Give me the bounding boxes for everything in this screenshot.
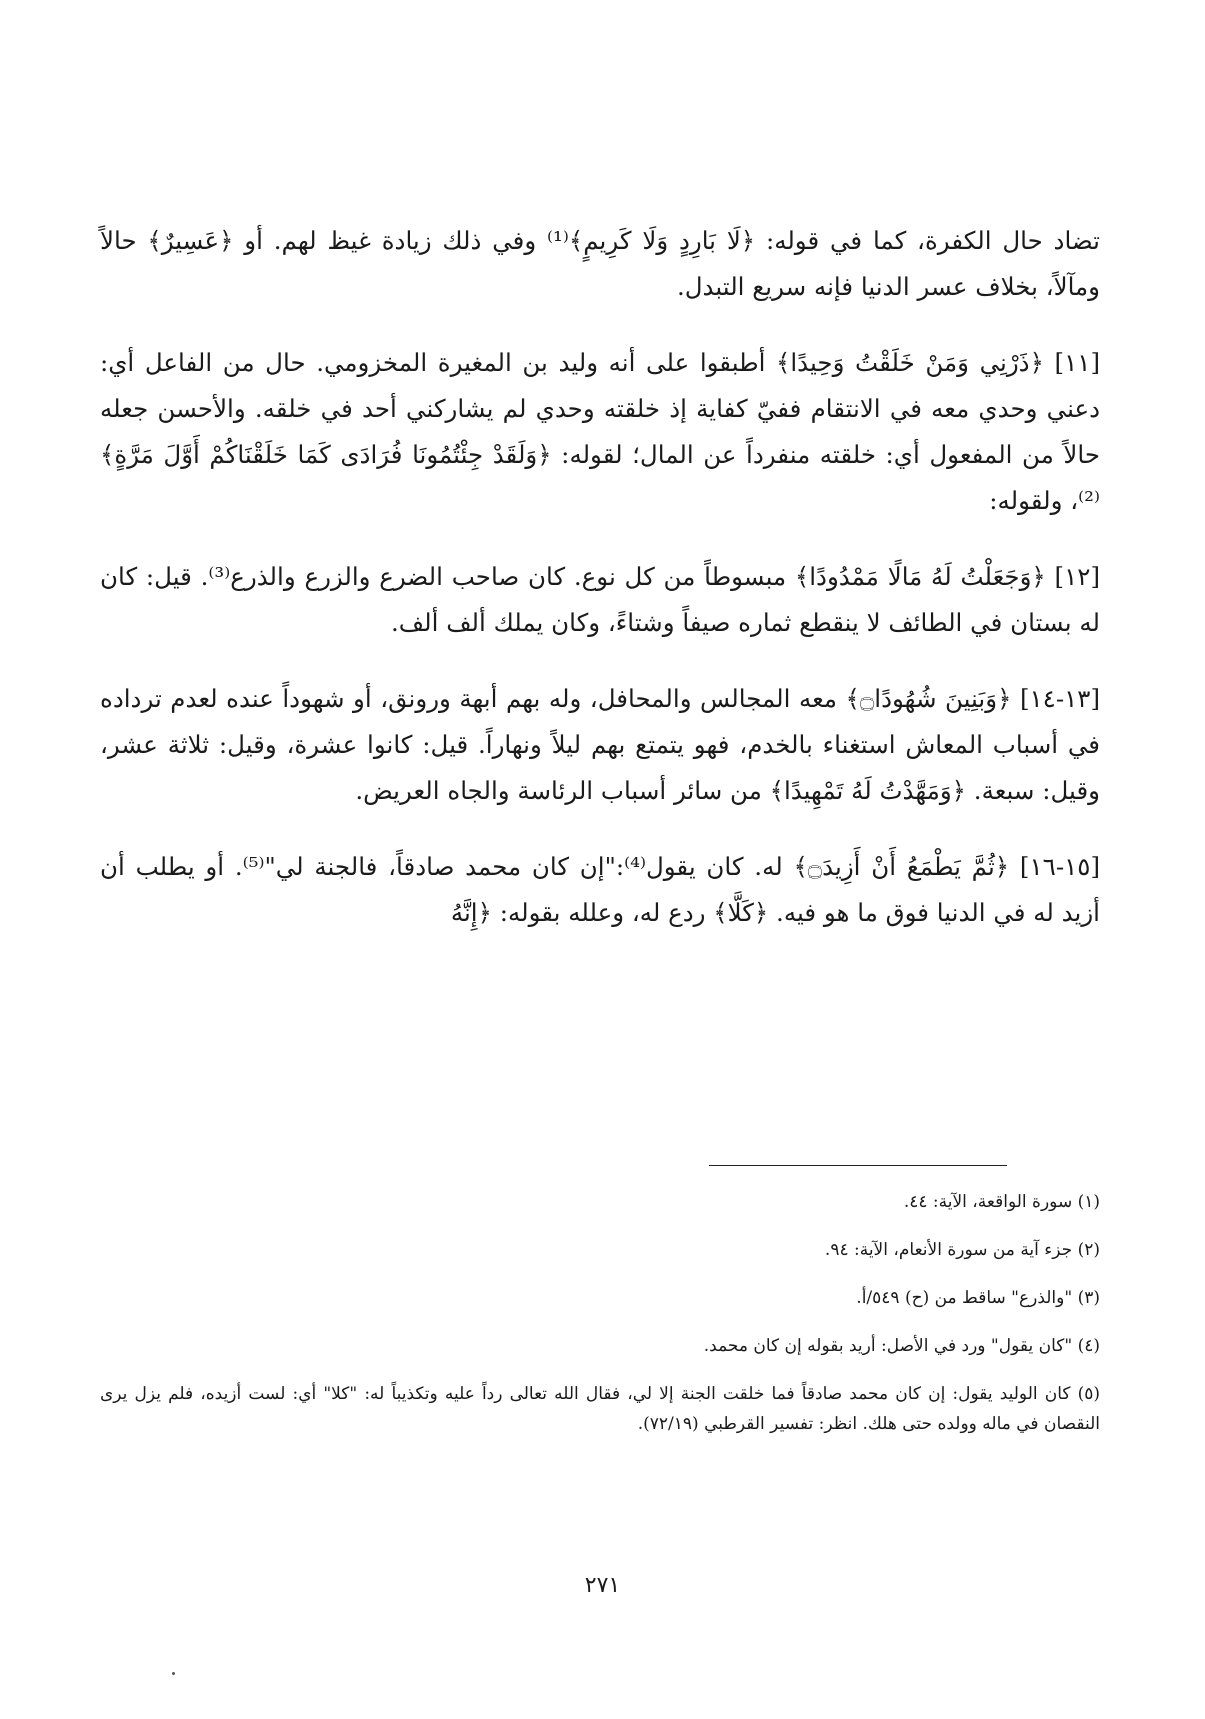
footnote-5: (٥) كان الوليد يقول: إن كان محمد صادقاً فما خلقت الجنة إلا لي، فقال الله تعالى رداً عليه وتكذيباً له: "كلا" أي: لست أزيده، فلم يزل يرى النقصان في ماله وولده حتى هلك. انظر: تفسير القرطبي (٧٢/١٩).: [100, 1384, 1100, 1434]
footnote-4: (٤) "كان يقول" ورد في الأصل: أريد بقوله إن كان محمد.: [703, 1336, 1100, 1356]
main-text: [100, 218, 1100, 936]
paragraph-verse-12: [١٢] ﴿وَجَعَلْتُ لَهُ مَالًا مَمْدُودًا﴾ مبسوطاً من كل نوع. كان صاحب الضرع والزرع والذرع⁽³⁾. قيل: كان له بستان في الطائف لا ينقطع ثماره صيفاً وشتاءً، وكان يملك ألف ألف.: [100, 562, 1100, 637]
paragraph-verse-11: [١١] ﴿ذَرْنِي وَمَنْ خَلَقْتُ وَحِيدًا﴾ أطبقوا على أنه وليد بن المغيرة المخزومي. حال من الفاعل أي: دعني وحدي معه في الانتقام ففيّ كفاية إذ خلقته وحدي لم يشاركني أحد في خلقه. والأحسن جعله حالاً من المفعول أي: خلقته منفرداً عن المال؛ لقوله: ﴿وَلَقَدْ جِئْتُمُونَا فُرَادَى كَمَا خَلَقْنَاكُمْ أَوَّلَ مَرَّةٍ﴾ ⁽²⁾، ولقوله:: [100, 348, 1100, 515]
paragraph-continuation: تضاد حال الكفرة، كما في قوله: ﴿لَا بَارِدٍ وَلَا كَرِيمٍ﴾⁽¹⁾ وفي ذلك زيادة غيظ لهم. أو ﴿عَسِيرٌ﴾ حالاً ومآلاً، بخلاف عسر الدنيا فإنه سريع التبدل.: [100, 226, 1100, 301]
footnote-3: (٣) "والذرع" ساقط من (ح) ٥٤٩/أ.: [856, 1288, 1100, 1308]
page-number: ٢٧١: [584, 1573, 621, 1598]
footnotes: [100, 1187, 1100, 1439]
footnote-2: (٢) جزء آية من سورة الأنعام، الآية: ٩٤.: [824, 1240, 1100, 1260]
paragraph-verse-13-14: [١٣-١٤] ﴿وَبَنِينَ شُهُودًا۝﴾ معه المجالس والمحافل، وله بهم أبهة ورونق، أو شهوداً عنده لعدم ترداده في أسباب المعاش استغناء بالخدم، فهو يتمتع بهم ليلاً ونهاراً. قيل: كانوا عشرة، وقيل: ثلاثة عشر، وقيل: سبعة. ﴿وَمَهَّدْتُ لَهُ تَمْهِيدًا﴾ من سائر أسباب الرئاسة والجاه العريض.: [100, 684, 1100, 805]
footnote-1: (١) سورة الواقعة، الآية: ٤٤.: [903, 1192, 1100, 1212]
paragraph-verse-15-16: [١٥-١٦] ﴿ثُمَّ يَطْمَعُ أَنْ أَزِيدَ۝﴾ له. كان يقول⁽⁴⁾:"إن كان محمد صادقاً، فالجنة لي"⁽⁵⁾. أو يطلب أن أزيد له في الدنيا فوق ما هو فيه. ﴿كَلَّا﴾ ردع له، وعلله بقوله: ﴿إِنَّهُ: [100, 852, 1100, 927]
footnote-separator: [709, 1165, 1007, 1166]
scan-speck: [172, 1672, 175, 1675]
